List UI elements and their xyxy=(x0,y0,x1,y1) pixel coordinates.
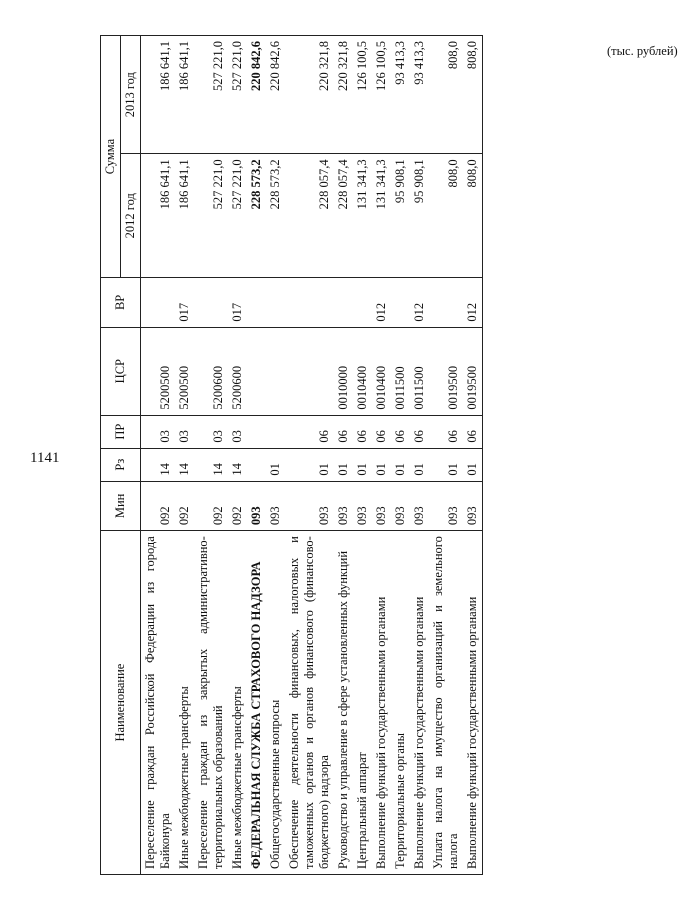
cell-rz xyxy=(247,448,266,481)
cell-min: 093 xyxy=(353,481,372,531)
cell-rz: 01 xyxy=(372,448,391,481)
cell-2012: 186 641,1 xyxy=(141,154,176,278)
cell-2013: 186 641,1 xyxy=(175,36,194,154)
cell-rz: 01 xyxy=(391,448,410,481)
cell-2012: 95 908,1 xyxy=(391,154,410,278)
cell-csr: 5200600 xyxy=(194,327,228,415)
cell-2012: 131 341,3 xyxy=(353,154,372,278)
cell-csr: 0010400 xyxy=(353,327,372,415)
table-row xyxy=(429,36,463,875)
cell-2012: 527 221,0 xyxy=(194,154,228,278)
cell-name: Переселение граждан из закрытых административно-территориальных образований xyxy=(194,531,228,875)
header-vr: ВР xyxy=(101,278,141,328)
cell-pr: 03 xyxy=(175,415,194,448)
cell-pr xyxy=(247,415,266,448)
cell-name: Уплата налога на имущество организаций и земельного налога xyxy=(429,531,463,875)
cell-pr: 06 xyxy=(410,415,429,448)
table-body xyxy=(141,36,483,875)
cell-2012: 186 641,1 xyxy=(175,154,194,278)
cell-rz: 14 xyxy=(194,448,228,481)
rotated-sheet xyxy=(100,35,615,875)
budget-table xyxy=(100,35,483,875)
cell-2012: 131 341,3 xyxy=(372,154,391,278)
cell-2013: 527 221,0 xyxy=(194,36,228,154)
table-row xyxy=(247,36,266,875)
cell-min: 093 xyxy=(285,481,334,531)
cell-2012: 228 573,2 xyxy=(247,154,266,278)
cell-name: Переселение граждан Российской Федерации из города Байконура xyxy=(141,531,176,875)
header-2012: 2012 год xyxy=(121,154,141,278)
cell-rz: 14 xyxy=(228,448,247,481)
unit-note: (тыс. рублей) xyxy=(607,44,678,58)
cell-rz: 01 xyxy=(463,448,483,481)
cell-pr xyxy=(266,415,285,448)
cell-pr: 06 xyxy=(353,415,372,448)
cell-2013: 527 221,0 xyxy=(228,36,247,154)
cell-2013: 220 842,6 xyxy=(247,36,266,154)
cell-csr xyxy=(247,327,266,415)
header-2013: 2013 год xyxy=(121,36,141,154)
cell-vr xyxy=(141,278,176,328)
cell-2013: 186 641,1 xyxy=(141,36,176,154)
cell-name: Руководство и управление в сфере установленных функций xyxy=(334,531,353,875)
cell-csr: 5200500 xyxy=(175,327,194,415)
cell-name: Выполнение функций государственными органами xyxy=(410,531,429,875)
cell-min: 093 xyxy=(429,481,463,531)
cell-name: ФЕДЕРАЛЬНАЯ СЛУЖБА СТРАХОВОГО НАДЗОРА xyxy=(247,531,266,875)
header-row xyxy=(101,36,121,875)
cell-name: Иные межбюджетные трансферты xyxy=(175,531,194,875)
cell-csr: 5200500 xyxy=(141,327,176,415)
cell-2012: 228 057,4 xyxy=(285,154,334,278)
cell-vr: 012 xyxy=(410,278,429,328)
cell-name: Общегосударственные вопросы xyxy=(266,531,285,875)
cell-min: 093 xyxy=(372,481,391,531)
cell-vr xyxy=(266,278,285,328)
cell-2012: 808,0 xyxy=(463,154,483,278)
cell-pr: 03 xyxy=(141,415,176,448)
cell-2012: 228 057,4 xyxy=(334,154,353,278)
cell-min: 093 xyxy=(266,481,285,531)
cell-2012: 228 573,2 xyxy=(266,154,285,278)
cell-2012: 808,0 xyxy=(429,154,463,278)
cell-rz: 14 xyxy=(141,448,176,481)
cell-vr xyxy=(391,278,410,328)
cell-vr xyxy=(334,278,353,328)
cell-vr: 012 xyxy=(463,278,483,328)
cell-pr: 03 xyxy=(228,415,247,448)
cell-2013: 126 100,5 xyxy=(353,36,372,154)
cell-rz: 01 xyxy=(285,448,334,481)
cell-vr xyxy=(429,278,463,328)
cell-2013: 808,0 xyxy=(463,36,483,154)
cell-min: 093 xyxy=(410,481,429,531)
cell-pr: 06 xyxy=(463,415,483,448)
table-row xyxy=(334,36,353,875)
cell-pr: 06 xyxy=(285,415,334,448)
cell-min: 092 xyxy=(228,481,247,531)
cell-rz: 01 xyxy=(266,448,285,481)
cell-min: 093 xyxy=(463,481,483,531)
cell-min: 093 xyxy=(334,481,353,531)
table-row xyxy=(194,36,228,875)
header-rz: Рз xyxy=(101,448,141,481)
cell-rz: 01 xyxy=(353,448,372,481)
cell-min: 092 xyxy=(141,481,176,531)
cell-pr: 06 xyxy=(391,415,410,448)
cell-2012: 95 908,1 xyxy=(410,154,429,278)
cell-pr: 03 xyxy=(194,415,228,448)
table-row xyxy=(285,36,334,875)
cell-csr: 0010000 xyxy=(334,327,353,415)
cell-2013: 126 100,5 xyxy=(372,36,391,154)
cell-vr: 017 xyxy=(228,278,247,328)
cell-vr: 012 xyxy=(372,278,391,328)
cell-csr: 0011500 xyxy=(391,327,410,415)
cell-pr: 06 xyxy=(372,415,391,448)
header-name: Наименование xyxy=(101,531,141,875)
table-row xyxy=(228,36,247,875)
header-min: Мин xyxy=(101,481,141,531)
cell-pr: 06 xyxy=(429,415,463,448)
cell-min: 092 xyxy=(194,481,228,531)
header-sum: Сумма xyxy=(101,36,121,278)
header-pr: ПР xyxy=(101,415,141,448)
cell-vr xyxy=(194,278,228,328)
table-row xyxy=(391,36,410,875)
cell-csr: 5200600 xyxy=(228,327,247,415)
cell-rz: 01 xyxy=(410,448,429,481)
cell-name: Иные межбюджетные трансферты xyxy=(228,531,247,875)
cell-2012: 527 221,0 xyxy=(228,154,247,278)
cell-name: Обеспечение деятельности финансовых, налоговых и таможенных органов и органов финансового (финансово-бюджетного) надзора xyxy=(285,531,334,875)
table-row xyxy=(175,36,194,875)
cell-vr: 017 xyxy=(175,278,194,328)
cell-csr: 0010400 xyxy=(372,327,391,415)
cell-vr xyxy=(285,278,334,328)
cell-name: Центральный аппарат xyxy=(353,531,372,875)
table-row xyxy=(372,36,391,875)
table-row xyxy=(266,36,285,875)
cell-vr xyxy=(353,278,372,328)
cell-name: Территориальные органы xyxy=(391,531,410,875)
cell-pr: 06 xyxy=(334,415,353,448)
cell-2013: 220 321,8 xyxy=(285,36,334,154)
cell-rz: 01 xyxy=(429,448,463,481)
cell-name: Выполнение функций государственными органами xyxy=(463,531,483,875)
cell-2013: 93 413,3 xyxy=(410,36,429,154)
cell-2013: 93 413,3 xyxy=(391,36,410,154)
cell-csr xyxy=(285,327,334,415)
table-row xyxy=(141,36,176,875)
cell-2013: 808,0 xyxy=(429,36,463,154)
table-row xyxy=(353,36,372,875)
cell-min: 093 xyxy=(391,481,410,531)
table-row xyxy=(463,36,483,875)
cell-csr: 0019500 xyxy=(429,327,463,415)
cell-rz: 14 xyxy=(175,448,194,481)
cell-csr: 0019500 xyxy=(463,327,483,415)
cell-min: 093 xyxy=(247,481,266,531)
cell-csr: 0011500 xyxy=(410,327,429,415)
page-number: 1141 xyxy=(30,450,60,466)
cell-min: 092 xyxy=(175,481,194,531)
cell-vr xyxy=(247,278,266,328)
cell-2013: 220 321,8 xyxy=(334,36,353,154)
table-row xyxy=(410,36,429,875)
header-csr: ЦСР xyxy=(101,327,141,415)
cell-csr xyxy=(266,327,285,415)
cell-name: Выполнение функций государственными органами xyxy=(372,531,391,875)
cell-rz: 01 xyxy=(334,448,353,481)
cell-2013: 220 842,6 xyxy=(266,36,285,154)
